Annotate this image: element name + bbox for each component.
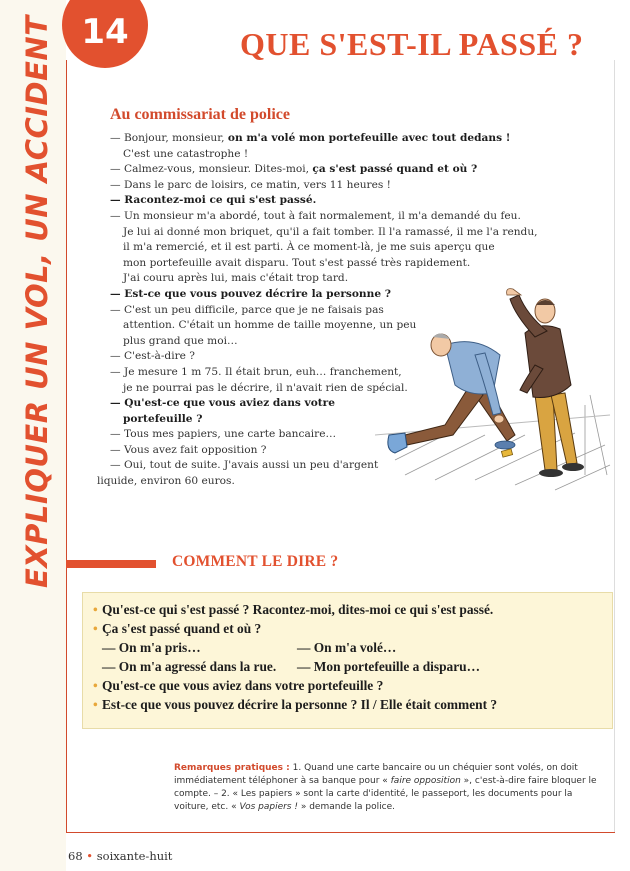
dialogue-line: plus grand que moi… bbox=[123, 334, 238, 347]
dialogue-line: — Je mesure 1 m 75. Il était brun, euh… franchement, bbox=[110, 365, 402, 378]
frame-line-left bbox=[66, 60, 67, 832]
dialogue-line: Je lui ai donné mon briquet, qu'il a fait tomber. Il l'a ramassé, il me l'a rendu, bbox=[123, 225, 538, 238]
phrase-line: — On m'a agressé dans la rue. — Mon portefeuille a disparu… bbox=[102, 659, 481, 674]
phrase-line: • Est-ce que vous pouvez décrire la personne ? Il / Elle était comment ? bbox=[93, 697, 498, 712]
dialogue-line: attention. C'était un homme de taille moyenne, un peu bbox=[123, 319, 417, 332]
phrase-line: • Qu'est-ce qui s'est passé ? Racontez-moi, dites-moi ce qui s'est passé. bbox=[93, 602, 494, 617]
dialogue-line: — Qu'est-ce que vous aviez dans votre bbox=[110, 397, 335, 410]
bullet-icon: • bbox=[93, 678, 98, 693]
dialogue-line: portefeuille ? bbox=[123, 412, 203, 425]
dialogue-line: — C'est-à-dire ? bbox=[110, 350, 195, 363]
dialogue-line: mon portefeuille avait disparu. Tout s'est passé très rapidement. bbox=[123, 256, 471, 269]
bullet-icon: • bbox=[93, 621, 98, 636]
pickpocket-illustration bbox=[375, 285, 615, 510]
dialogue-line: — Dans le parc de loisirs, ce matin, vers 11 heures ! bbox=[110, 178, 391, 191]
dialogue-line: — Bonjour, monsieur, on m'a volé mon portefeuille avec tout dedans ! bbox=[110, 132, 511, 144]
section-accent-bar bbox=[66, 560, 156, 568]
phrase-line: — On m'a pris… — On m'a volé… bbox=[102, 640, 397, 655]
footer-dot: • bbox=[86, 849, 94, 863]
dialogue-line: J'ai couru après lui, mais c'était trop tard. bbox=[123, 272, 349, 285]
chapter-number-badge: 14 bbox=[62, 0, 148, 68]
vertical-chapter-title: EXPLIQUER UN VOL, UN ACCIDENT bbox=[20, 15, 54, 588]
dialogue-line: — Tous mes papiers, une carte bancaire… bbox=[110, 428, 337, 441]
page-number: 68 bbox=[68, 849, 83, 863]
dialogue-title: Au commissariat de police bbox=[110, 106, 290, 123]
phrase-line: • Ça s'est passé quand et où ? bbox=[93, 621, 262, 636]
victim-figure bbox=[388, 333, 515, 457]
dialogue-line: il m'a remercié, et il est parti. À ce moment-là, je me suis aperçu que bbox=[123, 241, 495, 254]
comment-le-dire-title: COMMENT LE DIRE ? bbox=[172, 553, 339, 570]
dialogue-line: — Un monsieur m'a abordé, tout à fait normalement, il m'a demandé du feu. bbox=[110, 209, 521, 222]
thief-figure bbox=[507, 289, 584, 477]
dialogue-line: — Oui, tout de suite. J'avais aussi un peu d'argent bbox=[110, 459, 379, 472]
remarks-label: Remarques pratiques : bbox=[174, 763, 290, 773]
bullet-icon: • bbox=[93, 697, 98, 712]
dialogue-line: — Racontez-moi ce qui s'est passé. bbox=[110, 194, 317, 207]
dialogue-line: — Vous avez fait opposition ? bbox=[110, 443, 267, 456]
dialogue-line: C'est une catastrophe ! bbox=[123, 147, 249, 160]
page-title: QUE S'EST-IL PASSÉ ? bbox=[240, 26, 584, 62]
page-number-words: soixante-huit bbox=[96, 849, 173, 863]
dialogue-line: — Calmez-vous, monsieur. Dites-moi, ça s'est passé quand et où ? bbox=[110, 163, 478, 176]
frame-line-bottom bbox=[66, 832, 615, 833]
dialogue-line: — Est-ce que vous pouvez décrire la personne ? bbox=[110, 287, 391, 300]
page-footer bbox=[68, 849, 172, 863]
dialogue-line: je ne pourrai pas le décrire, il n'avait rien de spécial. bbox=[123, 381, 408, 394]
practical-remarks: Remarques pratiques : 1. Quand une carte bancaire ou un chéquier sont volés, on doit immédiatement téléphoner à sa banque pour « faire opposition », c'est-à-dire faire bloquer le compte. – 2. « Les papiers » sont la carte d'identité, le passeport, les documents pour la voiture, etc. « Vos papiers ! » demande la police. bbox=[174, 763, 597, 812]
phrase-line: • Qu'est-ce que vous aviez dans votre portefeuille ? bbox=[93, 678, 384, 693]
dialogue-line: liquide, environ 60 euros. bbox=[97, 475, 235, 488]
dialogue-line: — C'est un peu difficile, parce que je ne faisais pas bbox=[110, 303, 384, 316]
phrases-box bbox=[82, 592, 613, 729]
bullet-icon: • bbox=[93, 602, 98, 617]
